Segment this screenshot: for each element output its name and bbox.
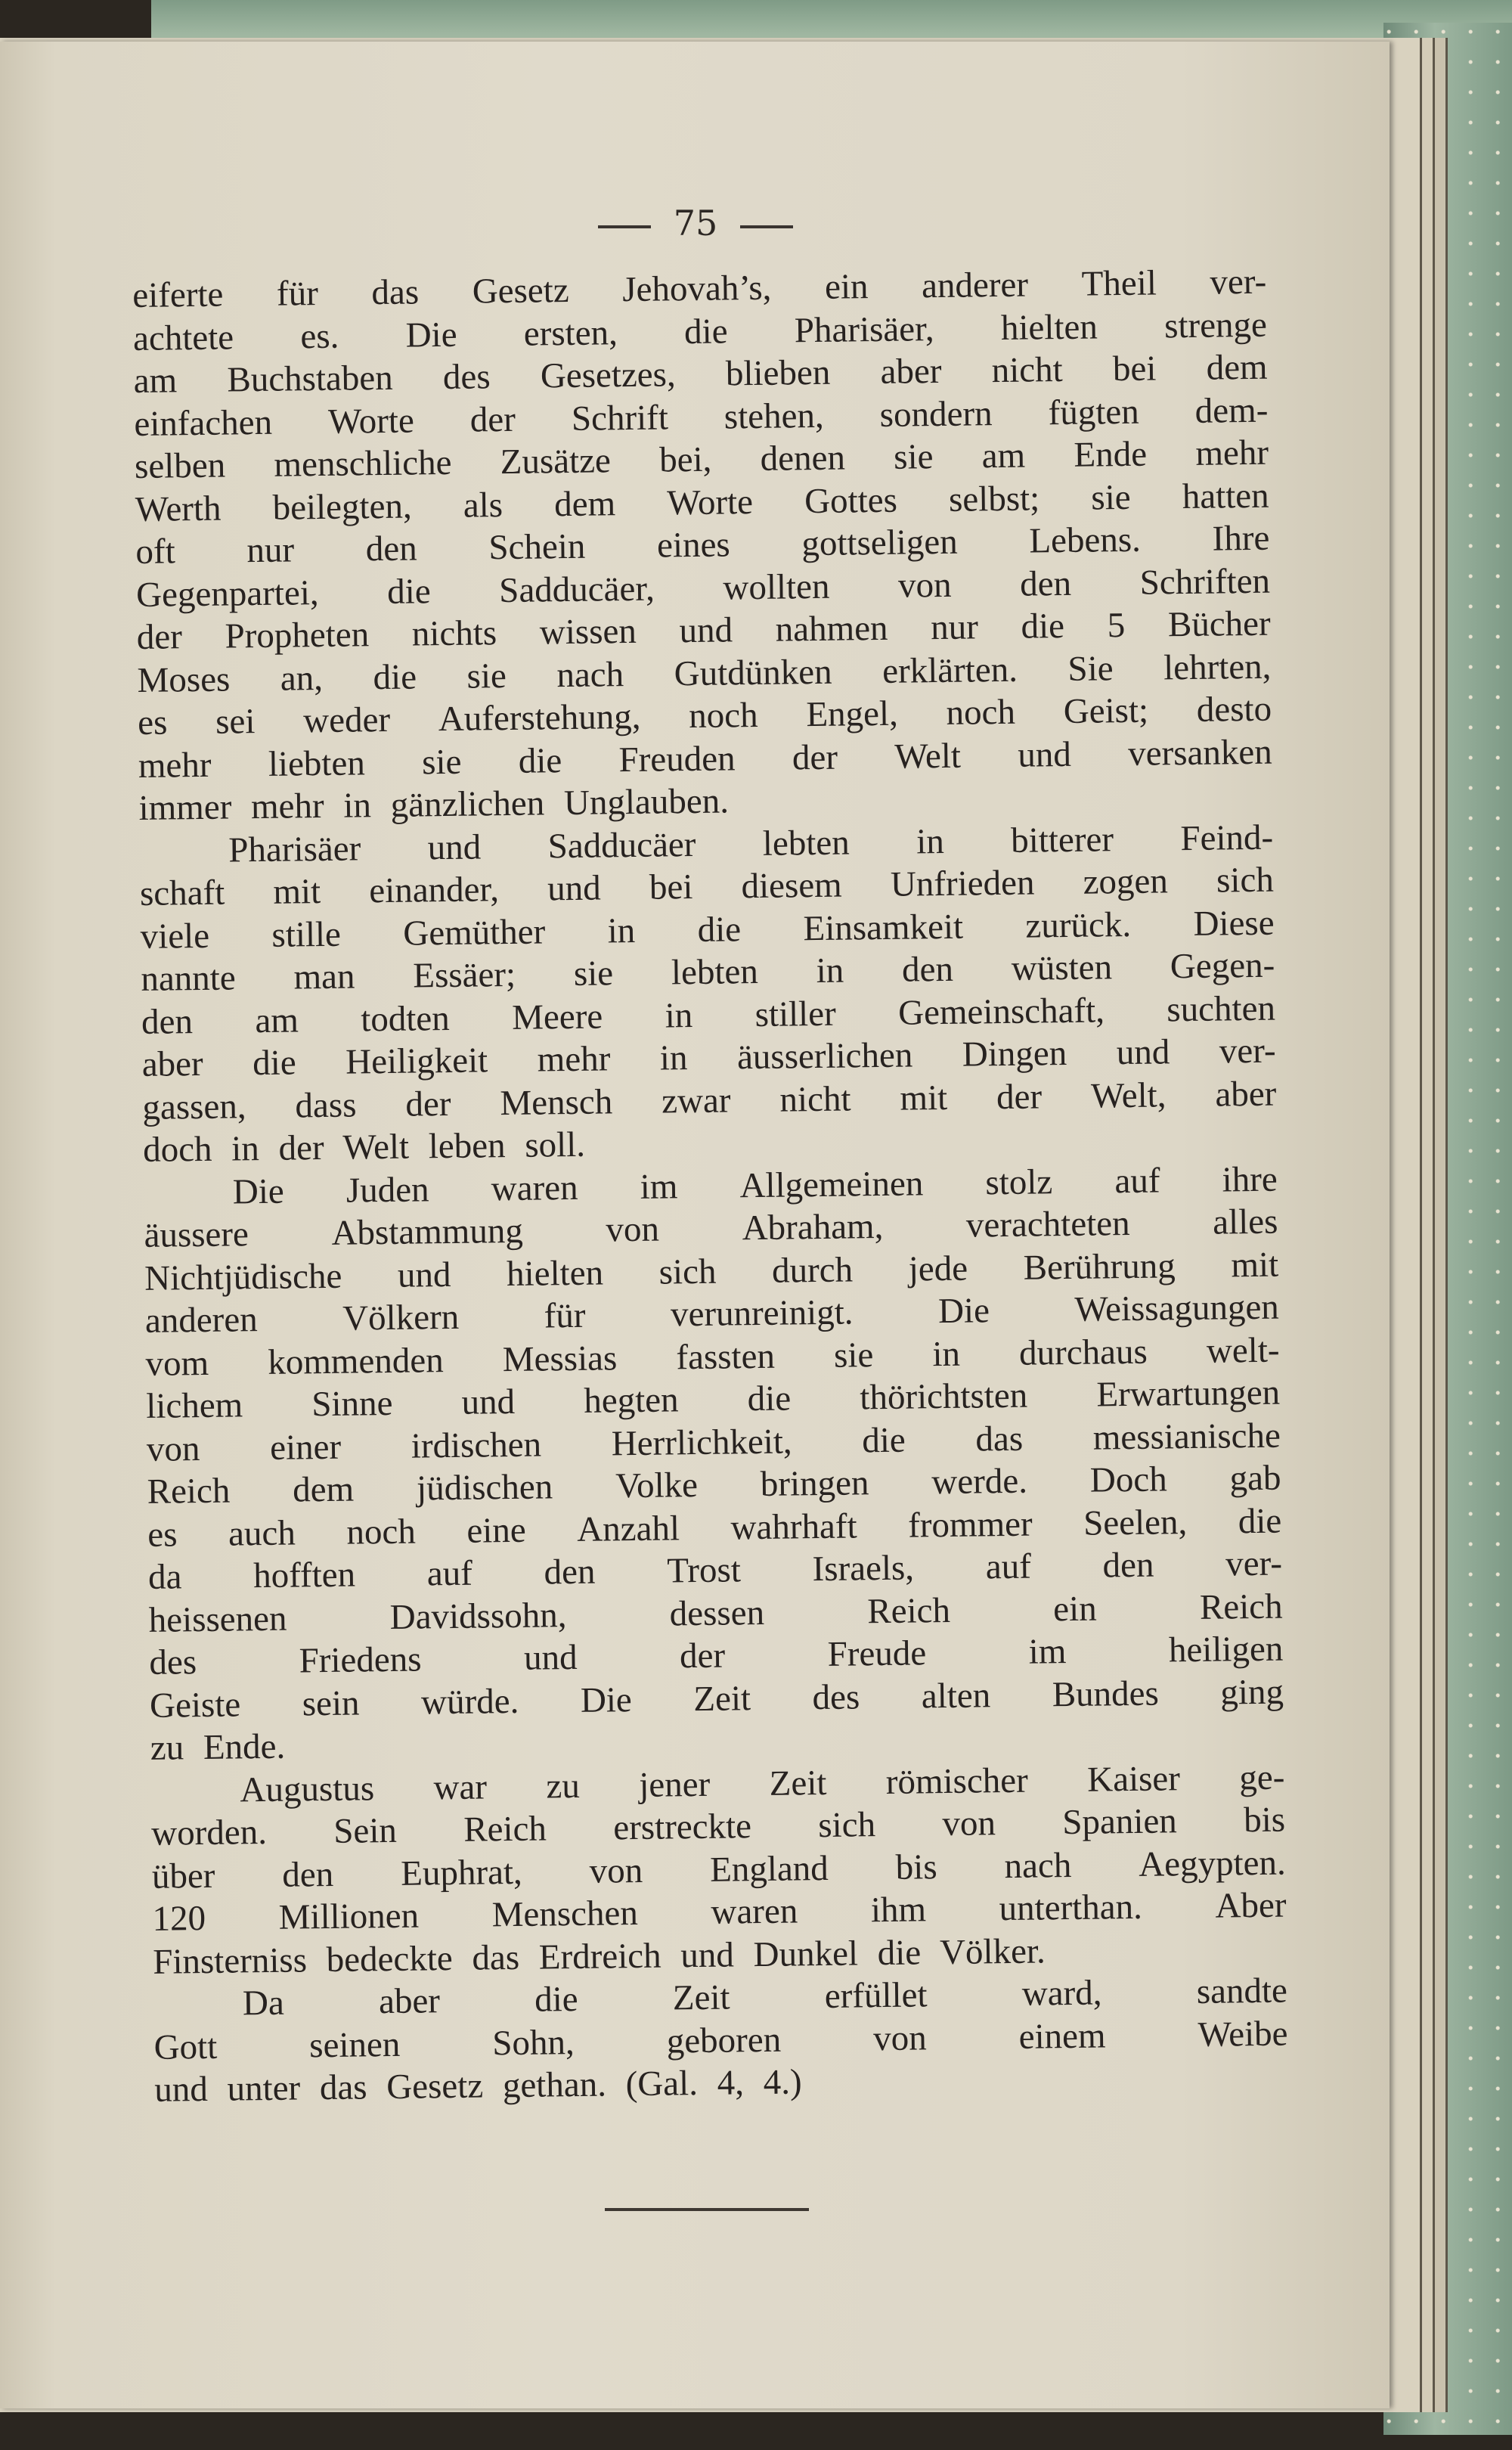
text-line: immer mehr in gänzlichen Unglauben. [138,781,730,828]
text-line: Augustus war zu jener Zeit römischer Kaiser ge- [240,1757,1285,1810]
text-line: es sei weder Auferstehung, noch Engel, noch Geist; desto [137,689,1272,743]
text-line: viele stille Gemüther in die Einsamkeit zurück. Diese [140,903,1275,957]
closing-rule [605,2208,809,2211]
text-line: lichem Sinne und hegten die thörichtsten Erwartungen [145,1372,1281,1426]
text-line: äussere Abstammung von Abraham, verachteten alles [144,1202,1278,1255]
book-page [0,42,1390,2408]
text-line: da hofften auf den Trost Israels, auf den ver- [147,1543,1283,1597]
text-line: 120 Millionen Menschen waren ihm unterthan. Aber [152,1885,1287,1939]
text-line: achtete es. Die ersten, die Pharisäer, hielten strenge [132,305,1268,358]
text-line: Da aber die Zeit erfüllet ward, sandte [242,1971,1288,2024]
text-line: den am todten Meere in stiller Gemeinschaft, suchten [141,988,1276,1042]
text-line: Pharisäer und Sadducäer lebten in bitterer Feind- [228,817,1274,870]
page-number: 75 [673,203,718,243]
text-line: Gott seinen Sohn, geboren von einem Weibe [153,2014,1288,2067]
text-line: oft nur den Schein eines gottseligen Lebens. Ihre [135,518,1270,572]
text-line: gassen, dass der Mensch zwar nicht mit der Welt, aber [142,1074,1277,1127]
header-dash-right [740,225,793,228]
page-header [582,197,809,250]
text-line: von einer irdischen Herrlichkeit, die das messianische [146,1416,1281,1469]
text-line: schaft mit einander, und bei diesem Unfrieden zogen sich [139,860,1275,913]
text-line: doch in der Welt leben soll. [142,1124,586,1170]
text-line: einfachen Worte der Schrift stehen, sondern fügten dem- [134,390,1269,444]
text-line: nannte man Essäer; sie lebten in den wüsten Gegen- [141,945,1275,999]
text-line: Nichtjüdische und hielten sich durch jede Berührung mit [144,1245,1279,1298]
text-line: mehr liebten sie die Freuden der Welt und versanken [138,732,1273,786]
text-line: vom kommenden Messias fassten sie in durchaus welt- [145,1330,1280,1384]
text-line: heissenen Davidssohn, dessen Reich ein Reich [148,1586,1283,1640]
text-line: es auch noch eine Anzahl wahrhaft frommer Seelen, die [147,1501,1282,1555]
text-line: des Friedens und der Freude im heiligen [149,1629,1284,1682]
text-line: Reich dem jüdischen Volke bringen werde. Doch gab [147,1458,1281,1512]
text-line: am Buchstaben des Gesetzes, blieben aber nicht bei dem [133,347,1268,401]
text-line: der Propheten nichts wissen und nahmen nur die 5 Bücher [136,603,1271,657]
body-text [132,261,1289,2112]
text-line: selben menschliche Zusätze bei, denen sie am Ende mehr [134,433,1269,486]
text-line: aber die Heiligkeit mehr in äusserlichen Dingen und ver- [141,1031,1276,1084]
text-line: über den Euphrat, von England bis nach Aegypten. [151,1843,1287,1896]
text-line: Die Juden waren im Allgemeinen stolz auf ihre [232,1159,1278,1211]
text-line: worden. Sein Reich erstreckte sich von Spanien bis [150,1800,1286,1853]
text-line: Moses an, die sie nach Gutdünken erklärten. Sie lehrten, [137,647,1272,700]
header-dash-left [598,225,651,228]
text-line: Werth beilegten, als dem Worte Gottes selbst; sie hatten [135,476,1269,529]
text-line: eiferte für das Gesetz Jehovah’s, ein anderer Theil ver- [132,262,1267,315]
text-line: und unter das Gesetz gethan. (Gal. 4, 4.) [154,2062,802,2110]
text-line: anderen Völkern für verunreinigt. Die Weissagungen [144,1287,1280,1341]
text-line: Gegenpartei, die Sadducäer, wollten von den Schriften [135,561,1271,615]
text-line: Finsterniss bedeckte das Erdreich und Dunkel die Völker. [152,1931,1046,1982]
text-line: zu Ende. [150,1726,286,1768]
text-line: Geiste sein würde. Die Zeit des alten Bundes ging [149,1672,1284,1726]
